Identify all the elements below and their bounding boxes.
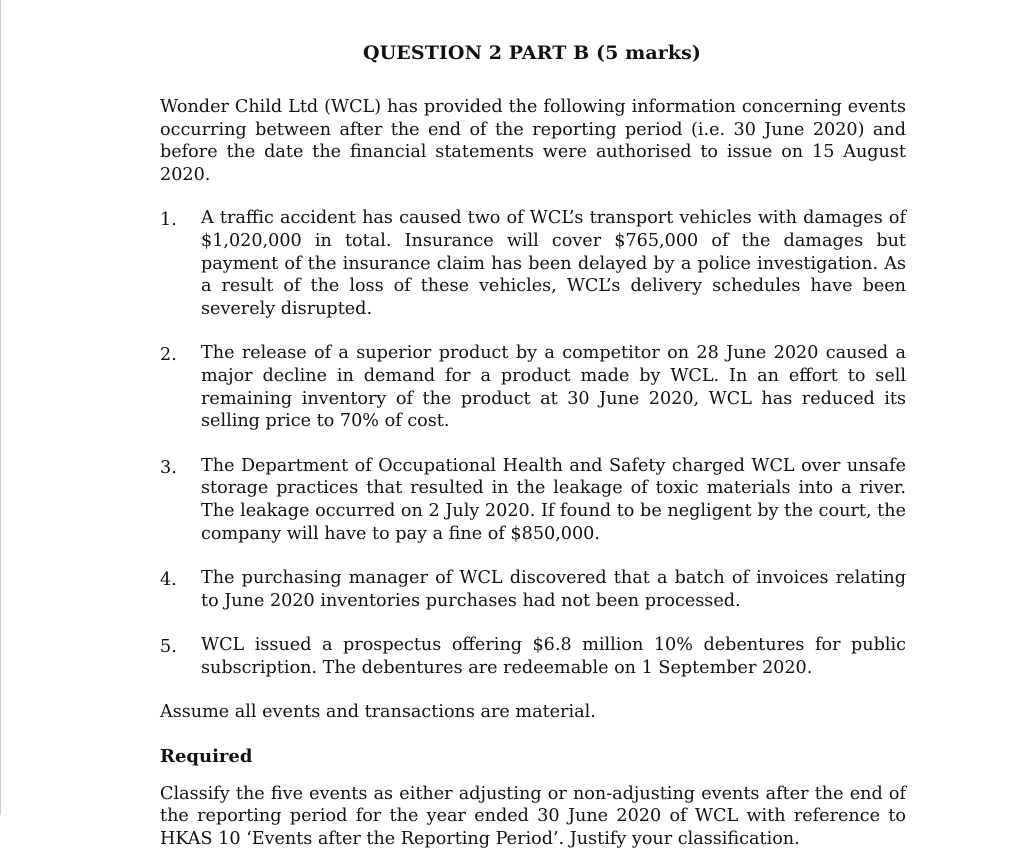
- item-number: 2.: [160, 345, 177, 366]
- assumption-note: Assume all events and transactions are material.: [160, 702, 596, 723]
- item-number: 3.: [160, 457, 177, 478]
- required-heading: Required: [160, 746, 253, 768]
- item-text: The purchasing manager of WCL discovered that a batch of invoices relating to June 2020 inventories purchases had not been processed.: [201, 568, 906, 611]
- question-body: [160, 96, 906, 850]
- list-item: [160, 567, 906, 612]
- item-text: The Department of Occupational Health and Safety charged WCL over unsafe storage practices that resulted in the leakage of toxic materials into a river. The leakage occurred on 2 July 2020. If found to be negligent by the court, the company will have to pay a fine of $850,000.: [201, 455, 906, 544]
- question-title: QUESTION 2 PART B (5 marks): [362, 42, 702, 64]
- item-text: WCL issued a prospectus offering $6.8 million 10% debentures for public subscription. The debentures are redeemable on 1 September 2020.: [201, 635, 906, 678]
- list-item: [160, 207, 906, 320]
- item-number: 5.: [160, 637, 177, 658]
- page-left-border: [0, 0, 1, 815]
- list-item: [160, 634, 906, 679]
- events-list: [160, 207, 906, 679]
- item-number: 4.: [160, 570, 177, 591]
- item-number: 1.: [160, 210, 177, 231]
- list-item: [160, 455, 906, 545]
- item-text: The release of a superior product by a competitor on 28 June 2020 caused a major decline in demand for a product made by WCL. In an effort to sell remaining inventory of the product at 30 June 2020, WCL has reduced its selling price to 70% of cost.: [201, 343, 906, 432]
- intro-paragraph: Wonder Child Ltd (WCL) has provided the following information concerning events occurring between after the end of the reporting period (i.e. 30 June 2020) and before the date the financial statements were authorised to issue on 15 August 2020.: [160, 97, 906, 185]
- list-item: [160, 342, 906, 432]
- item-text: A traffic accident has caused two of WCL’s transport vehicles with damages of $1,020,000 in total. Insurance will cover $765,000 of the damages but payment of the insurance claim has been delayed by a police investigation. As a result of the loss of these vehicles, WCL’s delivery schedules have been severely disrupted.: [201, 208, 906, 319]
- required-instructions: Classify the five events as either adjusting or non-adjusting events after the end of the reporting period for the year ended 30 June 2020 of WCL with reference to HKAS 10 ‘Events after the Reporting Period’. Justify your classification.: [160, 783, 906, 849]
